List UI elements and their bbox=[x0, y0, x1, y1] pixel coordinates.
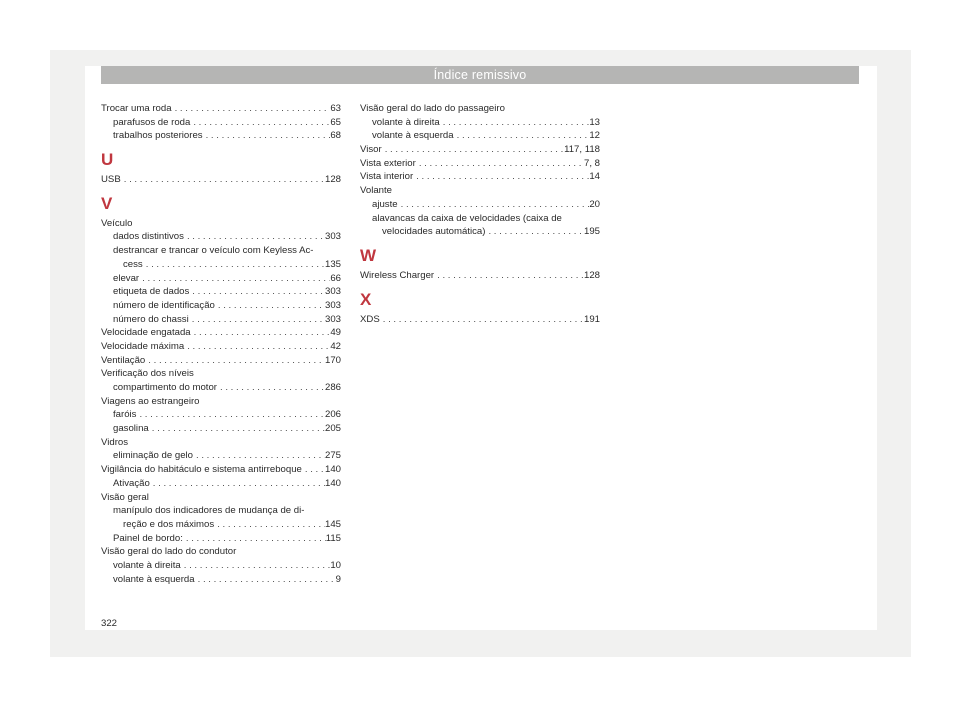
index-entry-label: elevar bbox=[113, 272, 140, 284]
index-entry bbox=[101, 518, 341, 532]
index-entry bbox=[101, 313, 341, 327]
index-entry bbox=[101, 285, 341, 299]
index-entry bbox=[360, 143, 600, 157]
leader-dots bbox=[172, 102, 331, 116]
index-entry-page: 10 bbox=[330, 559, 341, 571]
index-entry-page: 65 bbox=[330, 116, 341, 128]
index-entry-label: cess bbox=[123, 258, 143, 270]
index-entry-label: Vista interior bbox=[360, 171, 414, 183]
index-entry bbox=[101, 477, 341, 491]
leader-dots bbox=[139, 272, 330, 286]
index-entry bbox=[360, 313, 600, 327]
leader-dots bbox=[184, 340, 330, 354]
leader-dots bbox=[190, 116, 330, 130]
index-heading: manípulo dos indicadores de mudança de di- bbox=[113, 505, 305, 517]
index-entry-page: 275 bbox=[324, 450, 341, 462]
index-entry-page: 206 bbox=[324, 409, 341, 421]
index-entry-page: 303 bbox=[324, 299, 341, 311]
page-number: 322 bbox=[101, 618, 118, 629]
index-entry-label: Wireless Charger bbox=[360, 269, 435, 281]
index-entry-label: gasolina bbox=[113, 423, 149, 435]
leader-dots bbox=[398, 198, 590, 212]
index-entry-page: 66 bbox=[330, 272, 341, 284]
index-entry-label: volante à direita bbox=[372, 116, 440, 128]
leader-dots bbox=[195, 573, 336, 587]
leader-dots bbox=[380, 313, 584, 327]
index-entry bbox=[101, 449, 341, 463]
index-heading: Visão geral do lado do passageiro bbox=[360, 103, 505, 114]
index-heading: destrancar e trancar o veículo com Keyless Ac- bbox=[113, 245, 314, 257]
leader-dots bbox=[217, 381, 325, 395]
index-entry-page: 63 bbox=[330, 103, 341, 114]
index-entry-label: eliminação de gelo bbox=[113, 450, 194, 462]
index-entry-page: 42 bbox=[330, 340, 341, 352]
index-heading: Volante bbox=[360, 185, 393, 197]
index-heading: Visão geral bbox=[101, 491, 149, 503]
index-entry-label: Visor bbox=[360, 144, 382, 156]
index-entry-page: 286 bbox=[324, 382, 341, 393]
leader-dots bbox=[454, 129, 590, 143]
index-entry-label: volante à esquerda bbox=[113, 573, 195, 585]
index-entry-page: 49 bbox=[330, 327, 341, 339]
index-entry-label: XDS bbox=[360, 313, 380, 325]
index-entry-label: número de identificação bbox=[113, 299, 215, 311]
leader-dots bbox=[191, 326, 331, 340]
leader-dots bbox=[193, 449, 325, 463]
index-entry-page: 205 bbox=[324, 423, 341, 435]
leader-dots bbox=[149, 422, 325, 436]
index-entry bbox=[360, 225, 600, 239]
index-entry-page: 7, 8 bbox=[583, 157, 600, 169]
leader-dots bbox=[203, 129, 331, 143]
leader-dots bbox=[214, 518, 325, 532]
index-entry-page: 135 bbox=[324, 258, 341, 270]
leader-dots bbox=[183, 532, 326, 546]
index-entry-label: volante à direita bbox=[113, 559, 181, 571]
leader-dots bbox=[150, 477, 325, 491]
index-entry bbox=[101, 173, 341, 187]
leader-dots bbox=[382, 143, 564, 157]
index-section-letter: W bbox=[360, 245, 377, 265]
index-entry-page: 9 bbox=[335, 573, 341, 585]
index-entry bbox=[101, 102, 341, 116]
index-entry bbox=[101, 422, 341, 436]
index-entry-label: trabalhos posteriores bbox=[113, 130, 203, 142]
index-entry-label: velocidades automática) bbox=[382, 226, 486, 238]
index-entry-label: dados distintivos bbox=[113, 231, 184, 243]
index-section-letter: X bbox=[360, 289, 372, 309]
leader-dots bbox=[136, 408, 325, 422]
index-entry bbox=[101, 258, 341, 272]
index-entry bbox=[101, 532, 341, 546]
index-entry-page: 303 bbox=[324, 231, 341, 243]
index-entry bbox=[360, 129, 600, 143]
index-heading: Viagens ao estrangeiro bbox=[101, 395, 200, 407]
index-entry-label: faróis bbox=[113, 409, 137, 421]
index-section-letter: V bbox=[101, 193, 113, 213]
index-entry-label: número do chassi bbox=[113, 313, 189, 325]
index-entry bbox=[101, 116, 341, 130]
leader-dots bbox=[189, 313, 325, 327]
index-entry-label: Ventilação bbox=[101, 354, 146, 366]
index-entry-page: 117, 118 bbox=[564, 144, 600, 156]
index-entry-page: 115 bbox=[325, 532, 341, 544]
leader-dots bbox=[416, 157, 584, 171]
index-entry-label: Vista exterior bbox=[360, 157, 416, 169]
index-entry-page: 20 bbox=[589, 198, 600, 210]
leader-dots bbox=[181, 559, 331, 573]
leader-dots bbox=[189, 285, 325, 299]
index-entry-label: Vigilância do habitáculo e sistema antirreboque bbox=[101, 464, 302, 476]
index-entry-page: 191 bbox=[583, 313, 600, 325]
index-entry-page: 195 bbox=[583, 226, 600, 238]
index-entry-label: compartimento do motor bbox=[113, 382, 217, 393]
index-entry-label: Ativação bbox=[113, 477, 150, 489]
leader-dots bbox=[440, 116, 590, 130]
index-entry-label: Trocar uma roda bbox=[101, 103, 172, 114]
index-entry-label: volante à esquerda bbox=[372, 130, 454, 142]
index-entry bbox=[360, 198, 600, 212]
leader-dots bbox=[485, 225, 584, 239]
index-column-right bbox=[360, 102, 600, 326]
leader-dots bbox=[184, 230, 325, 244]
index-entry bbox=[101, 230, 341, 244]
index-entry-label: USB bbox=[101, 174, 121, 186]
index-entry-page: 128 bbox=[324, 174, 341, 186]
leader-dots bbox=[302, 463, 325, 477]
leader-dots bbox=[413, 170, 589, 184]
index-entry-page: 140 bbox=[324, 464, 341, 476]
index-entry bbox=[360, 116, 600, 130]
leader-dots bbox=[215, 299, 325, 313]
index-entry-page: 12 bbox=[589, 130, 600, 142]
index-entry bbox=[360, 170, 600, 184]
index-entry-page: 303 bbox=[324, 313, 341, 325]
leader-dots bbox=[434, 269, 584, 283]
index-entry bbox=[101, 299, 341, 313]
index-heading: Vidros bbox=[101, 436, 129, 448]
index-entry-page: 140 bbox=[324, 477, 341, 489]
index-entry bbox=[101, 408, 341, 422]
leader-dots bbox=[143, 258, 325, 272]
page-header-title: Índice remissivo bbox=[101, 66, 859, 84]
index-entry bbox=[101, 340, 341, 354]
index-entry-page: 13 bbox=[589, 116, 600, 128]
index-entry bbox=[360, 269, 600, 283]
index-entry-label: etiqueta de dados bbox=[113, 286, 190, 298]
index-entry-label: ajuste bbox=[372, 198, 398, 210]
index-entry-label: Painel de bordo: bbox=[113, 532, 183, 544]
leader-dots bbox=[145, 354, 325, 368]
index-heading: Visão geral do lado do condutor bbox=[101, 546, 237, 558]
index-entry-page: 145 bbox=[324, 518, 341, 530]
leader-dots bbox=[121, 173, 325, 187]
index-entry-label: parafusos de roda bbox=[113, 116, 191, 128]
index-entry-label: Velocidade máxima bbox=[101, 340, 185, 352]
index-entry bbox=[101, 354, 341, 368]
index-entry bbox=[101, 573, 341, 587]
index-entry bbox=[101, 381, 341, 395]
index-entry bbox=[101, 272, 341, 286]
index-entry-page: 128 bbox=[583, 269, 600, 281]
index-heading: alavancas da caixa de velocidades (caixa de bbox=[372, 212, 562, 224]
index-entry-label: reção e dos máximos bbox=[123, 518, 215, 530]
index-column-left bbox=[101, 102, 341, 586]
index-heading: Veículo bbox=[101, 217, 133, 229]
index-entry bbox=[101, 129, 341, 143]
index-entry-page: 68 bbox=[330, 130, 341, 142]
index-entry bbox=[101, 326, 341, 340]
index-section-letter: U bbox=[101, 150, 114, 170]
index-entry bbox=[101, 463, 341, 477]
index-entry-page: 170 bbox=[324, 354, 341, 366]
index-entry bbox=[101, 559, 341, 573]
index-entry bbox=[360, 157, 600, 171]
index-entry-page: 14 bbox=[589, 171, 600, 183]
index-entry-label: Velocidade engatada bbox=[101, 327, 191, 339]
index-heading: Verificação dos níveis bbox=[101, 368, 194, 380]
index-entry-page: 303 bbox=[324, 286, 341, 298]
